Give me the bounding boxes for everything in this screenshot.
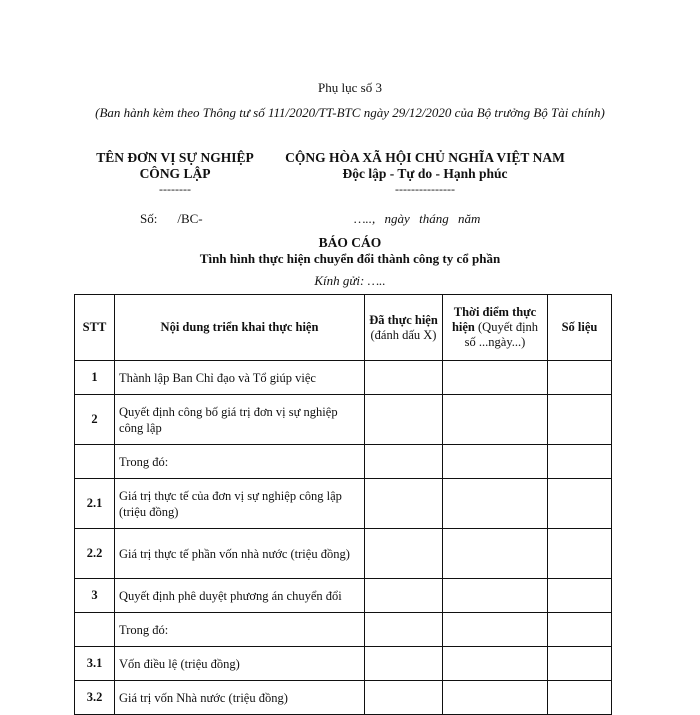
row-content: Trong đó: — [115, 445, 365, 479]
time-cell[interactable] — [443, 395, 548, 445]
time-cell[interactable] — [443, 579, 548, 613]
row-content: Giá trị thực tế phần vốn nhà nước (triệu đồng) — [115, 529, 365, 579]
time-cell[interactable] — [443, 613, 548, 647]
header-time: Thời điểm thực hiện (Quyết định số ...ngày...) — [443, 295, 548, 361]
done-cell[interactable] — [365, 647, 443, 681]
unit-dashes: -------- — [159, 182, 191, 196]
row-stt: 3.2 — [75, 681, 115, 715]
national-header — [270, 150, 580, 182]
issued-note: (Ban hành kèm theo Thông tư số 111/2020/TT-BTC ngày 29/12/2020 của Bộ trưởng Bộ Tài chính) — [95, 105, 605, 120]
report-table — [74, 294, 612, 715]
row-content: Quyết định phê duyệt phương án chuyển đổi — [115, 579, 365, 613]
table-row — [75, 529, 612, 579]
table-row — [75, 613, 612, 647]
data-cell[interactable] — [548, 445, 612, 479]
table-row — [75, 361, 612, 395]
header-stt: STT — [75, 295, 115, 361]
row-content: Thành lập Ban Chỉ đạo và Tổ giúp việc — [115, 361, 365, 395]
row-stt: 2.1 — [75, 479, 115, 529]
unit-name-line1: TÊN ĐƠN VỊ SỰ NGHIỆP — [96, 150, 254, 165]
unit-name-line2: CÔNG LẬP — [139, 166, 211, 181]
header-data: Số liệu — [548, 295, 612, 361]
row-stt: 3 — [75, 579, 115, 613]
done-cell[interactable] — [365, 579, 443, 613]
done-cell[interactable] — [365, 479, 443, 529]
header-done: Đã thực hiện (đánh dấu X) — [365, 295, 443, 361]
done-cell[interactable] — [365, 613, 443, 647]
row-stt: 3.1 — [75, 647, 115, 681]
number-label: Số: — [140, 211, 158, 226]
time-cell[interactable] — [443, 479, 548, 529]
done-cell[interactable] — [365, 361, 443, 395]
row-content: Giá trị vốn Nhà nước (triệu đồng) — [115, 681, 365, 715]
data-cell[interactable] — [548, 681, 612, 715]
row-content: Quyết định công bố giá trị đơn vị sự nghiệp công lập — [115, 395, 365, 445]
time-cell[interactable] — [443, 445, 548, 479]
row-content: Giá trị thực tế của đơn vị sự nghiệp công lập (triệu đồng) — [115, 479, 365, 529]
data-cell[interactable] — [548, 613, 612, 647]
time-cell[interactable] — [443, 361, 548, 395]
motto: Độc lập - Tự do - Hạnh phúc — [342, 166, 508, 181]
done-cell[interactable] — [365, 529, 443, 579]
data-cell[interactable] — [548, 647, 612, 681]
row-content: Trong đó: — [115, 613, 365, 647]
unit-name — [80, 150, 270, 182]
done-cell[interactable] — [365, 445, 443, 479]
table-row — [75, 579, 612, 613]
row-stt — [75, 613, 115, 647]
table-row — [75, 395, 612, 445]
row-stt: 2 — [75, 395, 115, 445]
document-number — [140, 211, 203, 227]
report-title: BÁO CÁO — [318, 235, 382, 250]
table-header-row — [75, 295, 612, 361]
row-stt: 1 — [75, 361, 115, 395]
data-cell[interactable] — [548, 395, 612, 445]
report-subtitle: Tình hình thực hiện chuyển đổi thành công ty cổ phần — [199, 251, 501, 266]
data-cell[interactable] — [548, 361, 612, 395]
row-stt — [75, 445, 115, 479]
table-row — [75, 647, 612, 681]
data-cell[interactable] — [548, 529, 612, 579]
time-cell[interactable] — [443, 529, 548, 579]
appendix-label: Phụ lục số 3 — [318, 80, 382, 95]
table-row — [75, 479, 612, 529]
done-cell[interactable] — [365, 681, 443, 715]
recipient-line: Kính gửi: ….. — [314, 273, 386, 288]
data-cell[interactable] — [548, 479, 612, 529]
time-cell[interactable] — [443, 681, 548, 715]
date-line: ….., ngày tháng năm — [354, 211, 481, 226]
table-row — [75, 681, 612, 715]
motto-dashes: --------------- — [395, 182, 455, 196]
data-cell[interactable] — [548, 579, 612, 613]
row-content: Vốn điều lệ (triệu đồng) — [115, 647, 365, 681]
header-content: Nội dung triển khai thực hiện — [115, 295, 365, 361]
done-cell[interactable] — [365, 395, 443, 445]
country-name: CỘNG HÒA XÃ HỘI CHỦ NGHĨA VIỆT NAM — [285, 150, 565, 165]
row-stt: 2.2 — [75, 529, 115, 579]
time-cell[interactable] — [443, 647, 548, 681]
number-suffix: /BC- — [177, 211, 203, 226]
table-row — [75, 445, 612, 479]
